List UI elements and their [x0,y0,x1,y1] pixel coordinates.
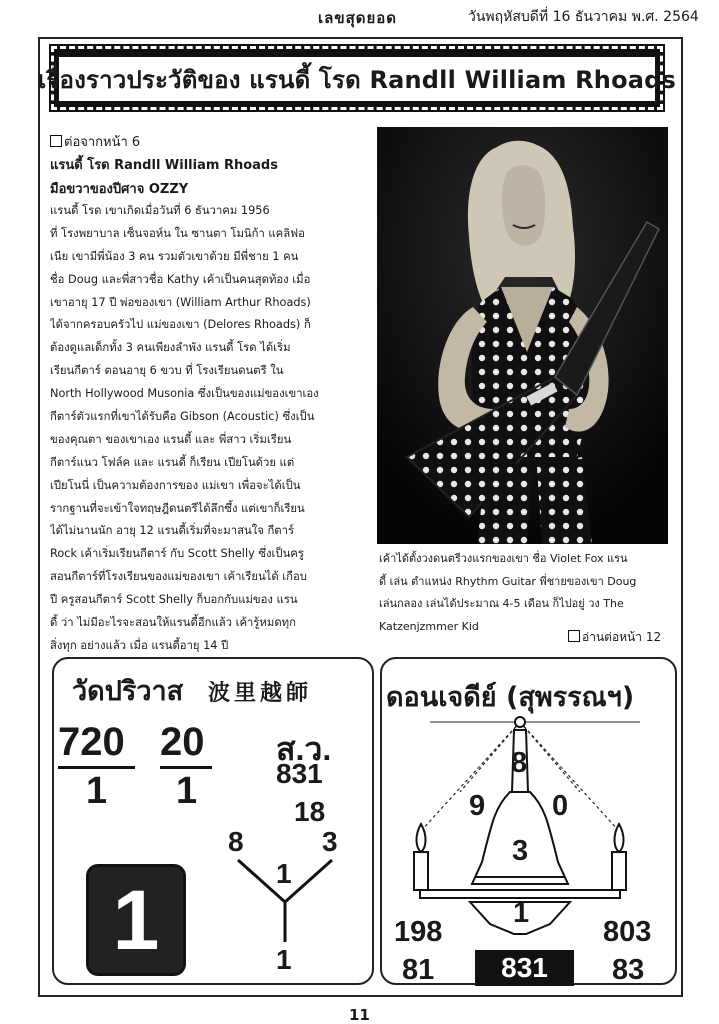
bottom-left-upper-number: 198 [394,916,443,948]
y-center-number: 1 [276,858,292,889]
article-line: North Hollywood Musonia ซึ่งเป็นของแม่ของเขาเอง [50,387,319,401]
publication-name: เลขสุดยอด [318,9,398,27]
article-line: ชื่อ Doug และพี่สาวชื่อ Kathy เค้าเป็นคนสุดท้อง เมื่อ [50,272,311,286]
article-line: เนีย เขามีพี่น้อง 3 คน รวมตัวเขาด้วย มีพี่ชาย 1 คน [50,249,299,263]
article-body [50,200,363,658]
article-line: รากฐานที่จะเข้าใจทฤษฎีดนตรีได้ลึกซึ้ง แต่เขาก็เรียน [50,501,305,515]
fraction1-denominator: 1 [86,770,108,812]
bottom-right-upper-number: 803 [603,916,652,948]
article-subhead: แรนดี้ โรด Randll William Rhoads [50,158,278,173]
stupa-top-number: 8 [511,747,528,779]
article-line: เขาอายุ 17 ปี พ่อของเขา (William Arthur Rhoads) [50,295,311,309]
article-line: ปี ครูสอนกีตาร์ Scott Shelly ก็บอกกับแม่ของ แรน [50,593,298,607]
page-number: 11 [349,1006,370,1024]
sor-wor-label: ส.ว. [276,731,332,767]
article-line: ได้ไม่นานนัก อายุ 12 แรนดี้เริ่มที่จะมาสนใจ กีตาร์ [50,524,295,538]
y-left-number: 8 [228,826,244,857]
caption-line: เล่นกลอง เล่นได้ประมาณ 4-5 เดือน ก็ไปอยู่ วง The [379,597,624,611]
y-bottom-number: 1 [276,944,292,975]
box-icon [568,630,580,642]
article-line: ที่ โรงพยาบาล เซ็นจอห์น ใน ซานตา โมนิก้า แคลิฟอ [50,226,305,240]
bottom-left-lower-number: 81 [402,954,435,986]
left-panel-title: วัดปริวาส [72,676,184,707]
article-line: สอนกีตาร์ที่โรงเรียนของแม่ของเขา เค้าเรียนได้ เกือบ [50,570,307,584]
headline-banner [37,56,677,102]
article-line: กีตาร์ตัวแรกที่เขาได้รับคือ Gibson (Acoustic) ซึ่งเป็น [50,410,315,424]
caption-line: เค้าได้ตั้งวงดนตรีวงแรกของเขา ชื่อ Violet Fox แรน [379,552,628,565]
number-831: 831 [276,758,323,789]
article-line: ได้จากครอบครัวไป แม่ของเขา (Delores Rhoads) ก็ [50,318,311,332]
bottom-right-lower-number: 83 [612,954,645,986]
article-line: เปียโนนี่ เป็นความต้องการของ แม่เขา เพื่อจะได้เป็น [50,478,301,492]
guitarist-photo [377,127,668,544]
article-subhead-2: มือขวาของปีศาจ OZZY [50,182,189,197]
fraction1-line [58,766,135,769]
stupa-middle-number: 3 [512,835,529,867]
fraction2-numerator: 20 [160,720,205,764]
big-number-box [86,864,186,976]
highlight-number-box [475,950,574,986]
caption-line: Katzenjzmmer Kid [379,619,479,633]
fraction2-line [160,766,212,769]
continued-from-text: ต่อจากหน้า 6 [64,135,141,150]
stupa-left-number: 9 [469,790,486,822]
continued-to [568,628,661,647]
photo-caption [379,548,671,638]
article-line: กีตาร์แนว โฟล์ค และ แรนดี้ ก็เรียน เปียโนด้วย แต่ [50,455,295,469]
article-line: แรนดี้ โรด เขาเกิดเมื่อวันที่ 6 ธันวาคม 1956 [50,204,270,217]
fraction2-denominator: 1 [176,770,198,812]
headline: เรื่องราวประวัติของ แรนดี้ โรด Randll William Rhoads [37,65,677,94]
article-line: Rock เค้าเริ่มเรียนกีตาร์ กับ Scott Shelly ซึ่งเป็นครู [50,547,304,561]
chinese-characters: 波里越師 [208,680,313,706]
stupa-base-number: 1 [513,897,530,929]
article-line: ต้องดูแลเด็กทั้ง 3 คนเพียงลำพัง แรนดี้ โรด ได้เริ่ม [50,341,291,355]
y-right-number: 3 [322,826,338,857]
guitarist-figure [377,127,668,544]
number-18: 18 [294,796,326,827]
right-panel-title: ดอนเจดีย์ (สุพรรณฯ) [386,682,635,713]
article-line: ของคุณตา ของเขาเอง แรนดี้ และ พี่สาว เริ่มเรียน [50,432,292,446]
article-line: ดี้ ว่า ไม่มีอะไรจะสอนให้แรนดี้อีกแล้ว เค้ารู้หมดทุก [50,616,296,630]
article-line: สิ่งทุก อย่างแล้ว เมื่อ แรนดี้อายุ 14 ปี [50,638,229,652]
caption-line: ดี้ เล่น ตำแหน่ง Rhythm Guitar พี่ชายของเขา Doug [379,574,637,588]
stupa-right-number: 0 [552,790,569,822]
big-number: 1 [112,872,160,967]
continued-to-text: อ่านต่อหน้า 12 [582,630,662,644]
issue-date: วันพฤหัสบดีที่ 16 ธันวาคม พ.ศ. 2564 [468,9,699,25]
fraction1-numerator: 720 [58,720,125,764]
box-icon [50,135,62,147]
highlight-number: 831 [501,952,548,983]
continued-from [50,131,140,152]
article-line: เรียนกีตาร์ ตอนอายุ 6 ขวบ ที่ โรงเรียนดนตรี ใน [50,364,284,378]
